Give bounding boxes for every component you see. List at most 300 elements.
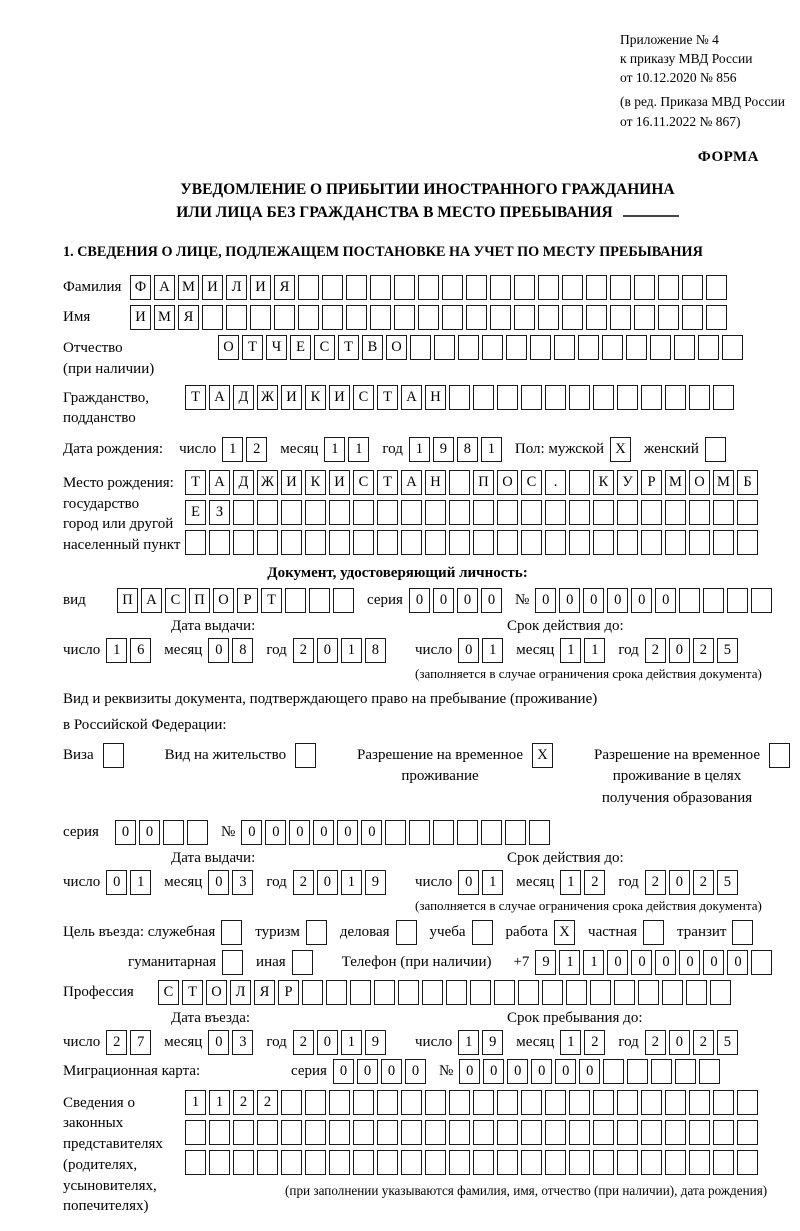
char-box[interactable] xyxy=(737,1150,758,1175)
char-box[interactable] xyxy=(473,500,494,525)
char-box[interactable]: 1 xyxy=(458,1030,479,1055)
char-box[interactable]: 0 xyxy=(317,1030,338,1055)
char-box[interactable]: 0 xyxy=(535,588,556,613)
char-box[interactable]: И xyxy=(130,305,151,330)
char-box[interactable]: 2 xyxy=(584,870,605,895)
char-box[interactable] xyxy=(593,1120,614,1145)
char-box[interactable]: Т xyxy=(338,335,359,360)
char-box[interactable]: О xyxy=(213,588,234,613)
char-box[interactable] xyxy=(727,588,748,613)
char-box[interactable] xyxy=(326,980,347,1005)
char-box[interactable]: 2 xyxy=(106,1030,127,1055)
char-box[interactable] xyxy=(530,335,551,360)
char-box[interactable] xyxy=(257,500,278,525)
char-box[interactable]: 2 xyxy=(693,1030,714,1055)
char-box[interactable] xyxy=(641,1150,662,1175)
char-box[interactable] xyxy=(497,500,518,525)
char-box[interactable]: 0 xyxy=(459,1059,480,1084)
char-box[interactable] xyxy=(737,530,758,555)
char-box[interactable] xyxy=(473,1120,494,1145)
char-box[interactable] xyxy=(442,305,463,330)
char-box[interactable] xyxy=(353,1090,374,1115)
char-box[interactable]: О xyxy=(497,470,518,495)
char-box[interactable] xyxy=(603,1059,624,1084)
char-box[interactable] xyxy=(449,470,470,495)
char-box[interactable]: 1 xyxy=(341,638,362,663)
char-box[interactable] xyxy=(222,950,243,975)
char-box[interactable]: 1 xyxy=(222,437,243,462)
char-box[interactable] xyxy=(418,305,439,330)
char-box[interactable] xyxy=(569,500,590,525)
char-box[interactable] xyxy=(281,500,302,525)
char-box[interactable]: 3 xyxy=(232,870,253,895)
char-box[interactable]: 9 xyxy=(535,950,556,975)
char-box[interactable]: 0 xyxy=(703,950,724,975)
char-box[interactable]: А xyxy=(209,385,230,410)
char-box[interactable] xyxy=(566,980,587,1005)
char-box[interactable] xyxy=(449,530,470,555)
char-box[interactable] xyxy=(706,275,727,300)
char-box[interactable] xyxy=(514,305,535,330)
char-box[interactable]: П xyxy=(117,588,138,613)
char-box[interactable] xyxy=(682,275,703,300)
char-box[interactable]: 0 xyxy=(631,588,652,613)
char-box[interactable]: 0 xyxy=(531,1059,552,1084)
char-box[interactable] xyxy=(569,1150,590,1175)
char-box[interactable]: 0 xyxy=(405,1059,426,1084)
char-box[interactable] xyxy=(545,530,566,555)
char-box[interactable] xyxy=(713,385,734,410)
char-box[interactable]: 2 xyxy=(257,1090,278,1115)
char-box[interactable]: 1 xyxy=(130,870,151,895)
char-box[interactable] xyxy=(473,1150,494,1175)
char-box[interactable] xyxy=(346,275,367,300)
char-box[interactable] xyxy=(377,1120,398,1145)
char-box[interactable]: С xyxy=(353,470,374,495)
char-box[interactable] xyxy=(329,1090,350,1115)
char-box[interactable] xyxy=(610,275,631,300)
char-box[interactable] xyxy=(521,1090,542,1115)
char-box[interactable] xyxy=(751,950,772,975)
char-box[interactable] xyxy=(410,335,431,360)
char-box[interactable]: Ф xyxy=(130,275,151,300)
char-box[interactable]: 1 xyxy=(341,870,362,895)
char-box[interactable]: 9 xyxy=(433,437,454,462)
char-box[interactable] xyxy=(305,1090,326,1115)
char-box[interactable] xyxy=(521,385,542,410)
char-box[interactable]: 2 xyxy=(584,1030,605,1055)
char-box[interactable] xyxy=(481,820,502,845)
char-box[interactable] xyxy=(641,530,662,555)
char-box[interactable] xyxy=(350,980,371,1005)
char-box[interactable] xyxy=(665,1090,686,1115)
char-box[interactable] xyxy=(353,1150,374,1175)
char-box[interactable] xyxy=(425,1090,446,1115)
char-box[interactable] xyxy=(466,305,487,330)
char-box[interactable] xyxy=(617,1120,638,1145)
char-box[interactable] xyxy=(221,920,242,945)
char-box[interactable]: 0 xyxy=(317,638,338,663)
char-box[interactable] xyxy=(370,275,391,300)
char-box[interactable] xyxy=(627,1059,648,1084)
char-box[interactable] xyxy=(658,305,679,330)
char-box[interactable] xyxy=(305,1120,326,1145)
char-box[interactable] xyxy=(226,305,247,330)
char-box[interactable]: 0 xyxy=(457,588,478,613)
char-box[interactable] xyxy=(497,385,518,410)
char-box[interactable]: П xyxy=(189,588,210,613)
char-box[interactable] xyxy=(518,980,539,1005)
char-box[interactable] xyxy=(651,1059,672,1084)
char-box[interactable] xyxy=(209,1120,230,1145)
char-box[interactable] xyxy=(686,980,707,1005)
char-box[interactable]: 2 xyxy=(693,870,714,895)
char-box[interactable] xyxy=(322,275,343,300)
char-box[interactable] xyxy=(722,335,743,360)
char-box[interactable] xyxy=(472,920,493,945)
char-box[interactable] xyxy=(185,1150,206,1175)
char-box[interactable] xyxy=(446,980,467,1005)
char-box[interactable] xyxy=(732,920,753,945)
char-box[interactable] xyxy=(569,470,590,495)
char-box[interactable] xyxy=(449,385,470,410)
char-box[interactable] xyxy=(617,500,638,525)
char-box[interactable] xyxy=(442,275,463,300)
char-box[interactable]: 2 xyxy=(233,1090,254,1115)
char-box[interactable] xyxy=(751,588,772,613)
char-box[interactable] xyxy=(185,530,206,555)
char-box[interactable]: Р xyxy=(641,470,662,495)
char-box[interactable] xyxy=(306,920,327,945)
char-box[interactable] xyxy=(422,980,443,1005)
char-box[interactable]: 0 xyxy=(208,638,229,663)
char-box[interactable] xyxy=(703,588,724,613)
char-box[interactable]: 0 xyxy=(337,820,358,845)
char-box[interactable] xyxy=(665,500,686,525)
char-box[interactable] xyxy=(617,1090,638,1115)
char-box[interactable]: 0 xyxy=(669,1030,690,1055)
char-box[interactable]: И xyxy=(250,275,271,300)
char-box[interactable]: У xyxy=(617,470,638,495)
char-box[interactable]: 0 xyxy=(483,1059,504,1084)
char-box[interactable]: 9 xyxy=(482,1030,503,1055)
char-box[interactable]: 0 xyxy=(607,588,628,613)
char-box[interactable]: М xyxy=(154,305,175,330)
char-box[interactable] xyxy=(689,1090,710,1115)
char-box[interactable] xyxy=(634,305,655,330)
char-box[interactable]: 0 xyxy=(559,588,580,613)
char-box[interactable] xyxy=(466,275,487,300)
char-box[interactable] xyxy=(506,335,527,360)
char-box[interactable] xyxy=(679,588,700,613)
char-box[interactable]: 0 xyxy=(106,870,127,895)
char-box[interactable] xyxy=(329,500,350,525)
char-box[interactable] xyxy=(641,500,662,525)
char-box[interactable] xyxy=(705,437,726,462)
char-box[interactable]: С xyxy=(521,470,542,495)
char-box[interactable] xyxy=(449,500,470,525)
char-box[interactable] xyxy=(545,385,566,410)
char-box[interactable]: А xyxy=(401,470,422,495)
char-box[interactable] xyxy=(257,530,278,555)
char-box[interactable] xyxy=(433,820,454,845)
char-box[interactable]: 9 xyxy=(365,1030,386,1055)
char-box[interactable]: 0 xyxy=(208,870,229,895)
char-box[interactable] xyxy=(713,530,734,555)
char-box[interactable] xyxy=(409,820,430,845)
char-box[interactable]: 1 xyxy=(348,437,369,462)
char-box[interactable]: З xyxy=(209,500,230,525)
char-box[interactable]: 0 xyxy=(265,820,286,845)
char-box[interactable] xyxy=(385,820,406,845)
char-box[interactable]: Е xyxy=(185,500,206,525)
char-box[interactable]: 1 xyxy=(409,437,430,462)
char-box[interactable] xyxy=(353,1120,374,1145)
char-box[interactable]: Р xyxy=(278,980,299,1005)
char-box[interactable] xyxy=(209,1150,230,1175)
char-box[interactable] xyxy=(662,980,683,1005)
char-box[interactable]: Ч xyxy=(266,335,287,360)
char-box[interactable] xyxy=(665,385,686,410)
char-box[interactable] xyxy=(425,500,446,525)
char-box[interactable] xyxy=(593,1150,614,1175)
char-box[interactable]: С xyxy=(353,385,374,410)
char-box[interactable] xyxy=(329,1150,350,1175)
char-box[interactable]: . xyxy=(545,470,566,495)
char-box[interactable] xyxy=(689,500,710,525)
char-box[interactable]: А xyxy=(209,470,230,495)
char-box[interactable]: 0 xyxy=(313,820,334,845)
char-box[interactable] xyxy=(641,385,662,410)
char-box[interactable] xyxy=(617,530,638,555)
char-box[interactable] xyxy=(529,820,550,845)
char-box[interactable] xyxy=(449,1120,470,1145)
char-box[interactable] xyxy=(374,980,395,1005)
char-box[interactable]: О xyxy=(206,980,227,1005)
char-box[interactable]: В xyxy=(362,335,383,360)
char-box[interactable] xyxy=(542,980,563,1005)
char-box[interactable] xyxy=(689,1150,710,1175)
char-box[interactable] xyxy=(674,335,695,360)
char-box[interactable] xyxy=(281,1120,302,1145)
char-box[interactable]: 1 xyxy=(584,638,605,663)
char-box[interactable] xyxy=(538,305,559,330)
char-box[interactable] xyxy=(494,980,515,1005)
char-box[interactable] xyxy=(473,385,494,410)
char-box[interactable] xyxy=(257,1120,278,1145)
char-box[interactable] xyxy=(370,305,391,330)
char-box[interactable] xyxy=(569,1090,590,1115)
char-box[interactable] xyxy=(473,530,494,555)
char-box[interactable] xyxy=(401,1090,422,1115)
char-box[interactable]: О xyxy=(218,335,239,360)
char-box[interactable] xyxy=(377,500,398,525)
char-box[interactable] xyxy=(593,1090,614,1115)
char-box[interactable] xyxy=(617,385,638,410)
char-box[interactable]: Л xyxy=(230,980,251,1005)
char-box[interactable]: 2 xyxy=(293,870,314,895)
char-box[interactable] xyxy=(545,500,566,525)
char-box[interactable] xyxy=(586,305,607,330)
char-box[interactable]: 0 xyxy=(115,820,136,845)
char-box[interactable]: А xyxy=(141,588,162,613)
char-box[interactable]: Ж xyxy=(257,385,278,410)
char-box[interactable] xyxy=(626,335,647,360)
char-box[interactable]: Т xyxy=(182,980,203,1005)
char-box[interactable] xyxy=(458,335,479,360)
char-box[interactable] xyxy=(665,1120,686,1145)
char-box[interactable]: И xyxy=(281,385,302,410)
char-box[interactable]: Т xyxy=(377,385,398,410)
char-box[interactable] xyxy=(202,305,223,330)
char-box[interactable] xyxy=(713,1150,734,1175)
char-box[interactable] xyxy=(209,530,230,555)
char-box[interactable] xyxy=(713,1120,734,1145)
char-box[interactable] xyxy=(394,275,415,300)
char-box[interactable] xyxy=(562,275,583,300)
char-box[interactable] xyxy=(610,305,631,330)
char-box[interactable]: 0 xyxy=(289,820,310,845)
char-box[interactable]: 0 xyxy=(433,588,454,613)
char-box[interactable] xyxy=(377,530,398,555)
char-box[interactable]: 1 xyxy=(482,870,503,895)
char-box[interactable]: Б xyxy=(737,470,758,495)
char-box[interactable]: И xyxy=(329,385,350,410)
char-box[interactable] xyxy=(490,305,511,330)
char-box[interactable]: X xyxy=(554,920,575,945)
char-box[interactable]: 2 xyxy=(693,638,714,663)
char-box[interactable] xyxy=(689,530,710,555)
char-box[interactable] xyxy=(322,305,343,330)
char-box[interactable]: О xyxy=(689,470,710,495)
char-box[interactable]: 0 xyxy=(579,1059,600,1084)
char-box[interactable]: 0 xyxy=(361,820,382,845)
char-box[interactable]: 9 xyxy=(365,870,386,895)
char-box[interactable] xyxy=(578,335,599,360)
char-box[interactable]: Т xyxy=(377,470,398,495)
char-box[interactable]: 0 xyxy=(655,588,676,613)
char-box[interactable]: 0 xyxy=(481,588,502,613)
char-box[interactable]: 6 xyxy=(130,638,151,663)
char-box[interactable] xyxy=(641,1120,662,1145)
char-box[interactable]: 2 xyxy=(645,1030,666,1055)
char-box[interactable]: 0 xyxy=(607,950,628,975)
char-box[interactable] xyxy=(401,500,422,525)
char-box[interactable] xyxy=(353,530,374,555)
char-box[interactable]: 1 xyxy=(481,437,502,462)
char-box[interactable] xyxy=(641,1090,662,1115)
char-box[interactable] xyxy=(514,275,535,300)
char-box[interactable] xyxy=(562,305,583,330)
char-box[interactable]: Я xyxy=(178,305,199,330)
char-box[interactable]: С xyxy=(165,588,186,613)
char-box[interactable]: 1 xyxy=(559,950,580,975)
char-box[interactable] xyxy=(309,588,330,613)
char-box[interactable] xyxy=(434,335,455,360)
char-box[interactable] xyxy=(305,500,326,525)
char-box[interactable]: И xyxy=(202,275,223,300)
char-box[interactable] xyxy=(329,530,350,555)
char-box[interactable] xyxy=(396,920,417,945)
char-box[interactable] xyxy=(449,1150,470,1175)
char-box[interactable] xyxy=(233,530,254,555)
char-box[interactable]: 0 xyxy=(669,638,690,663)
char-box[interactable]: 2 xyxy=(293,1030,314,1055)
char-box[interactable] xyxy=(398,980,419,1005)
char-box[interactable]: 0 xyxy=(679,950,700,975)
char-box[interactable]: 0 xyxy=(458,870,479,895)
char-box[interactable] xyxy=(329,1120,350,1145)
char-box[interactable] xyxy=(617,1150,638,1175)
char-box[interactable] xyxy=(233,1120,254,1145)
char-box[interactable] xyxy=(569,530,590,555)
char-box[interactable] xyxy=(377,1150,398,1175)
char-box[interactable]: 0 xyxy=(655,950,676,975)
char-box[interactable] xyxy=(706,305,727,330)
char-box[interactable] xyxy=(505,820,526,845)
char-box[interactable] xyxy=(490,275,511,300)
char-box[interactable]: 0 xyxy=(555,1059,576,1084)
char-box[interactable] xyxy=(569,385,590,410)
char-box[interactable] xyxy=(689,1120,710,1145)
char-box[interactable] xyxy=(638,980,659,1005)
char-box[interactable] xyxy=(281,530,302,555)
char-box[interactable] xyxy=(665,1150,686,1175)
char-box[interactable]: 2 xyxy=(645,638,666,663)
char-box[interactable]: Я xyxy=(274,275,295,300)
char-box[interactable]: Е xyxy=(290,335,311,360)
char-box[interactable] xyxy=(425,1120,446,1145)
char-box[interactable] xyxy=(689,385,710,410)
char-box[interactable]: 0 xyxy=(139,820,160,845)
char-box[interactable] xyxy=(298,275,319,300)
char-box[interactable]: С xyxy=(158,980,179,1005)
char-box[interactable]: И xyxy=(329,470,350,495)
char-box[interactable] xyxy=(305,530,326,555)
char-box[interactable]: Л xyxy=(226,275,247,300)
char-box[interactable] xyxy=(425,1150,446,1175)
char-box[interactable] xyxy=(593,385,614,410)
char-box[interactable]: Д xyxy=(233,385,254,410)
char-box[interactable]: Т xyxy=(242,335,263,360)
char-box[interactable]: Ж xyxy=(257,470,278,495)
char-box[interactable] xyxy=(274,305,295,330)
char-box[interactable] xyxy=(675,1059,696,1084)
char-box[interactable] xyxy=(713,500,734,525)
char-box[interactable] xyxy=(699,1059,720,1084)
char-box[interactable] xyxy=(634,275,655,300)
char-box[interactable] xyxy=(665,530,686,555)
char-box[interactable] xyxy=(250,305,271,330)
char-box[interactable] xyxy=(713,1090,734,1115)
char-box[interactable] xyxy=(457,820,478,845)
char-box[interactable]: П xyxy=(473,470,494,495)
char-box[interactable]: М xyxy=(713,470,734,495)
char-box[interactable]: 0 xyxy=(317,870,338,895)
char-box[interactable]: 1 xyxy=(341,1030,362,1055)
char-box[interactable] xyxy=(710,980,731,1005)
char-box[interactable]: 2 xyxy=(246,437,267,462)
char-box[interactable]: 1 xyxy=(185,1090,206,1115)
char-box[interactable]: 7 xyxy=(130,1030,151,1055)
char-box[interactable] xyxy=(482,335,503,360)
char-box[interactable] xyxy=(545,1090,566,1115)
char-box[interactable]: 0 xyxy=(381,1059,402,1084)
char-box[interactable] xyxy=(449,1090,470,1115)
char-box[interactable]: К xyxy=(593,470,614,495)
char-box[interactable]: 1 xyxy=(560,638,581,663)
char-box[interactable] xyxy=(614,980,635,1005)
